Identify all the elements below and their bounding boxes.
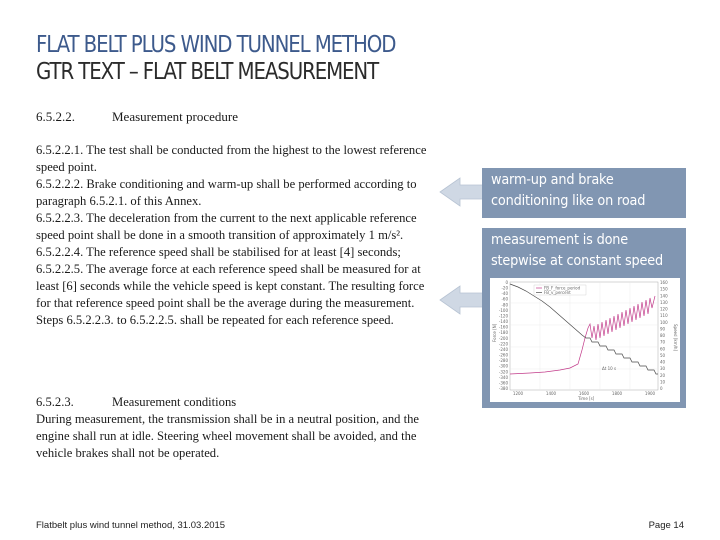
y-left-tick: 0 bbox=[505, 280, 508, 285]
y-right-tick: 50 bbox=[660, 352, 666, 358]
y-right-tick: 130 bbox=[660, 299, 668, 305]
y-left-tick: -40 bbox=[501, 291, 508, 297]
y-right-tick: 80 bbox=[660, 333, 666, 338]
y-right-tick: 140 bbox=[660, 293, 668, 299]
x-axis-label: Time [s] bbox=[578, 396, 595, 401]
y-left-tick: -60 bbox=[501, 296, 508, 302]
arrow-left-icon bbox=[438, 284, 484, 316]
procedure-paragraph: 6.5.2.2.2. Brake conditioning and warm-up shall be performed according to paragraph 6.5.2.1. of this Annex. bbox=[36, 177, 417, 208]
y-right-axis-label: Speed [km/h] bbox=[673, 324, 678, 352]
y-right-tick: 0 bbox=[660, 386, 663, 391]
callout-text: warm-up and brake conditioning like on road bbox=[491, 172, 646, 209]
x-tick: 1400 bbox=[545, 391, 557, 396]
conditions-title: Measurement conditions bbox=[112, 395, 237, 409]
y-right-tick: 120 bbox=[660, 306, 668, 312]
y-left-tick: -160 bbox=[498, 324, 508, 330]
y-left-tick: -240 bbox=[498, 346, 508, 352]
procedure-text bbox=[36, 142, 441, 329]
y-right-tick: 10 bbox=[660, 379, 666, 385]
y-right-tick: 150 bbox=[660, 286, 668, 292]
y-right-tick: 30 bbox=[660, 366, 666, 372]
y-right-tick: 40 bbox=[660, 359, 666, 365]
slide-title bbox=[36, 32, 552, 86]
plot-area bbox=[510, 282, 658, 390]
y-left-tick: -300 bbox=[498, 363, 508, 369]
x-tick: 1900 bbox=[644, 391, 656, 396]
y-right-tick: 160 bbox=[660, 280, 668, 285]
title-line-2: GTR TEXT – FLAT BELT MEASUREMENT bbox=[36, 59, 379, 85]
x-tick-labels bbox=[513, 391, 656, 396]
procedure-paragraph: 6.5.2.2.4. The reference speed shall be stabilised for at least [4] seconds; bbox=[36, 245, 401, 259]
measurement-graph-frame bbox=[482, 276, 686, 408]
title-line-1: FLAT BELT PLUS WIND TUNNEL METHOD bbox=[36, 32, 396, 58]
y-right-tick-labels bbox=[660, 280, 668, 391]
y-left-tick: -120 bbox=[498, 313, 508, 319]
y-left-tick: -200 bbox=[498, 335, 508, 341]
y-left-tick-labels bbox=[499, 280, 509, 391]
procedure-paragraph: 6.5.2.2.3. The deceleration from the current to the next applicable reference speed point shall be done in a smooth transition of approximately 1 m/s². bbox=[36, 211, 417, 242]
y-left-tick: -220 bbox=[498, 341, 508, 347]
conditions-number: 6.5.2.3. bbox=[36, 395, 74, 409]
footer-left: Flatbelt plus wind tunnel method, 31.03.2015 bbox=[36, 520, 226, 531]
legend-label-force: FB_F_force_period bbox=[544, 285, 581, 291]
legend-label-speed: FB_v_percent bbox=[544, 289, 571, 295]
procedure-paragraph: 6.5.2.2.5. The average force at each reference speed shall be measured for at least [6] seconds while the vehicle speed is kept constant. The resulting force for that reference speed point shall be the average during the measurement. bbox=[36, 262, 425, 310]
y-left-tick: -360 bbox=[498, 380, 508, 386]
y-left-tick: -340 bbox=[498, 374, 508, 380]
y-left-tick: -20 bbox=[501, 285, 508, 291]
x-tick: 1200 bbox=[512, 391, 524, 396]
y-right-tick: 60 bbox=[660, 346, 666, 352]
callout-text: measurement is done stepwise at constant speed bbox=[491, 232, 663, 269]
force-speed-plot bbox=[490, 278, 680, 402]
y-right-tick: 110 bbox=[660, 313, 668, 319]
y-right-tick: 20 bbox=[660, 372, 666, 378]
y-left-tick: -180 bbox=[498, 330, 508, 336]
section-title: Measurement procedure bbox=[112, 109, 238, 124]
y-left-tick: -380 bbox=[498, 386, 508, 391]
y-left-tick: -280 bbox=[498, 358, 508, 364]
y-right-tick: 100 bbox=[660, 319, 668, 325]
y-right-tick: 90 bbox=[660, 326, 666, 332]
callout-measurement bbox=[482, 228, 686, 278]
y-right-tick: 70 bbox=[660, 339, 666, 345]
conditions-section bbox=[36, 394, 436, 462]
y-left-tick: -100 bbox=[498, 307, 508, 313]
delta-t-annotation: Δt 10 s bbox=[602, 366, 617, 371]
x-tick: 1600 bbox=[578, 391, 590, 396]
measurement-graph bbox=[490, 278, 680, 402]
y-left-axis-label: Force [N] bbox=[492, 323, 497, 342]
y-left-tick: -320 bbox=[498, 369, 508, 375]
conditions-text: During measurement, the transmission shall be in a neutral position, and the engine shall run at idle. Steering wheel movement shall be avoided, and the vehicle brakes shall not be operated. bbox=[36, 412, 419, 460]
y-left-tick: -260 bbox=[498, 352, 508, 358]
y-left-tick: -140 bbox=[498, 319, 508, 325]
section-heading bbox=[36, 109, 238, 125]
callout-warmup bbox=[482, 168, 686, 218]
section-number: 6.5.2.2. bbox=[36, 109, 75, 124]
y-left-tick: -80 bbox=[501, 302, 508, 308]
x-tick: 1800 bbox=[611, 391, 623, 396]
procedure-paragraph: 6.5.2.2.1. The test shall be conducted from the highest to the lowest reference speed point. bbox=[36, 143, 427, 174]
arrow-left-icon bbox=[438, 176, 484, 208]
page-number: Page 14 bbox=[648, 520, 684, 531]
procedure-paragraph: Steps 6.5.2.2.3. to 6.5.2.2.5. shall be repeated for each reference speed. bbox=[36, 313, 394, 327]
